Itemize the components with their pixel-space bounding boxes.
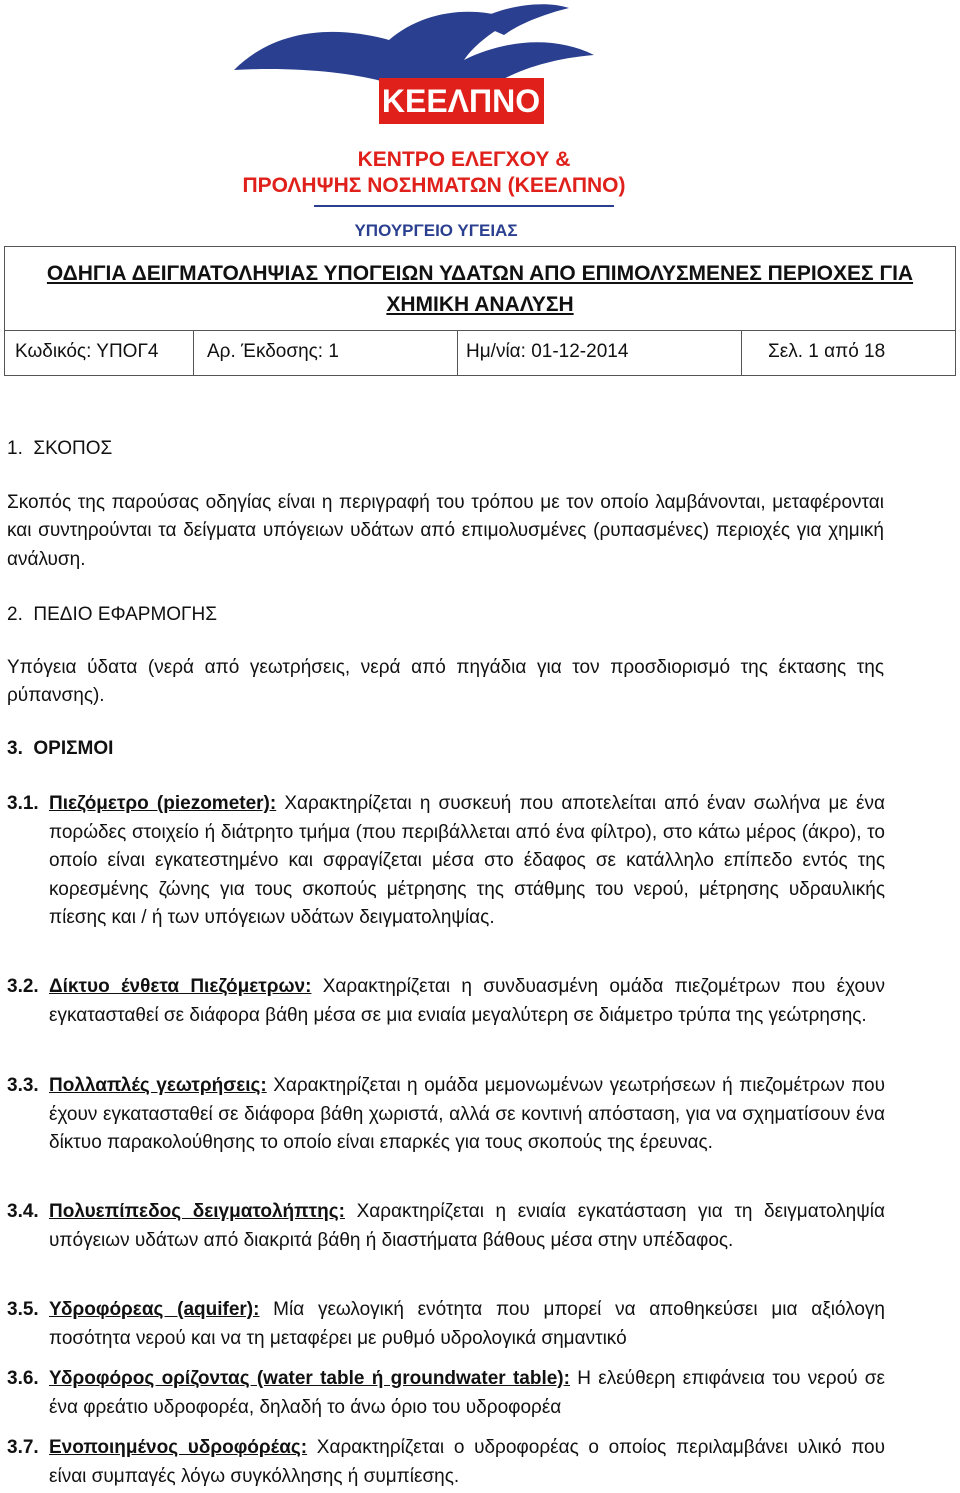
document-meta — [5, 331, 955, 375]
definition-term: Πολυεπίπεδος δειγματολήπτης: — [49, 1201, 345, 1222]
definition-number: 3.7. — [7, 1437, 39, 1458]
definition-text: Χαρακτηρίζεται η συσκευή που αποτελείται από έναν σωλήνα με ένα πορώδες στοιχείο ή διάτρητο τμήμα (που περιβάλλεται από ένα φίλτρο), στο κάτω μέρος (άκρο), το οποίο είναι εγκατεστημένο και σφραγίζεται μέσα στο έδαφος σε κατάλληλο επίπεδο εντός της κορεσμένης ζώνης για τους σκοπούς μέτρησης της στάθμης του νερού, μέτρησης υδραυλικής πίεσης και / ή των υπόγειων υδάτων δειγματοληψίας. — [49, 793, 886, 928]
definition-term: Ενοποιημένος υδροφόρέας: — [49, 1437, 308, 1458]
definition-text: Η ελεύθερη επιφάνεια του νερού σε ένα φρεάτιο υδροφορέα, δηλαδή το άνω όριο του υδροφορέα — [49, 1368, 886, 1418]
section-1-text: Σκοπός της παρούσας οδηγίας είναι η περιγραφή του τρόπου με τον οποίο λαμβάνονται, μεταφέρονται και συντηρούνται τα δείγματα υπόγειων υδάτων από επιμολυσμένες (ρυπασμένες) περιοχές για χημική ανάλυση. — [7, 492, 884, 570]
doc-page: Σελ. 1 από 18 — [768, 341, 886, 362]
section-2-text: Υπόγεια ύδατα (νερά από γεωτρήσεις, νερά από πηγάδια για τον προσδιορισμό της έκτασης της ρύπανσης). — [7, 657, 884, 707]
definition-number: 3.6. — [7, 1368, 39, 1389]
definition-number: 3.2. — [7, 976, 39, 997]
definition-item — [7, 1296, 885, 1353]
definition-item — [7, 1072, 885, 1158]
org-line-1: ΚΕΝΤΡΟ ΕΛΕΓΧΟΥ & — [357, 148, 571, 171]
definition-item — [7, 973, 885, 1030]
document-title — [5, 247, 955, 331]
definition-number: 3.3. — [7, 1075, 39, 1096]
meta-divider — [457, 331, 458, 375]
definition-number: 3.1. — [7, 793, 39, 814]
doc-version: Αρ. Έκδοσης: 1 — [207, 341, 339, 362]
definition-item — [7, 1434, 885, 1491]
definition-term: Πολλαπλές γεωτρήσεις: — [49, 1075, 267, 1096]
doc-code: Κωδικός: ΥΠΟΓ4 — [15, 341, 159, 362]
definition-text: Χαρακτηρίζεται ο υδροφορέας ο οποίος περιλαμβάνει υλικό που είναι συμπαγές λόγω συγκόλλησης ή συμπίεσης. — [49, 1437, 885, 1487]
section-2-heading: 2. ΠΕΔΙΟ ΕΦΑΡΜΟΓΗΣ — [7, 604, 217, 625]
definition-item — [7, 1365, 885, 1422]
definition-text: Μία γεωλογική ενότητα που μπορεί να αποθηκεύσει μια αξιόλογη ποσότητα νερού και να τη μεταφέρει με ρυθμό υδρολογικά σημαντικό — [49, 1299, 885, 1349]
definition-item — [7, 790, 885, 933]
definition-text: Χαρακτηρίζεται η ομάδα μεμονωμένων γεωτρήσεων ή πιεζομέτρων που έχουν εγκατασταθεί σε διάφορα βάθη χωριστά, αλλά σε κοντινή απόσταση, για να σχηματίσουν ένα δίκτυο παρακολούθησης το οποίο είναι επαρκές για τους σκοπούς της έρευνας. — [49, 1075, 885, 1153]
ministry-rule — [314, 205, 614, 207]
definition-term: Υδροφόρος ορίζοντας (water table ή groundwater table): — [49, 1368, 570, 1389]
section-1-heading: 1. ΣΚΟΠΟΣ — [7, 438, 113, 459]
definition-text: Χαρακτηρίζεται η ενιαία εγκατάσταση για τη δειγματοληψία υπόγειων υδάτων από διακριτά βάθη ή διαστήματα βάθους μέσα στην υπέδαφος. — [49, 1201, 885, 1251]
section-3-heading: 3. ΟΡΙΣΜΟΙ — [7, 738, 114, 759]
definition-text: Χαρακτηρίζεται η συνδυασμένη ομάδα πιεζομέτρων που έχουν εγκατασταθεί σε διάφορα βάθη μέσα σε μια ενιαία μεγαλύτερη σε διάμετρο τρύπα της γεώτρησης. — [49, 976, 885, 1026]
document-header — [4, 246, 956, 376]
org-line-2: ΠΡΟΛΗΨΗΣ ΝΟΣΗΜΑΤΩΝ (ΚΕΕΛΠΝΟ) — [242, 174, 626, 197]
ministry-name: ΥΠΟΥΡΓΕΙΟ ΥΓΕΙΑΣ — [354, 221, 518, 240]
definition-term: Πιεζόμετρο (piezometer): — [49, 793, 277, 814]
definition-item — [7, 1198, 885, 1255]
meta-divider — [741, 331, 742, 375]
title-line-2: ΧΗΜΙΚΗ ΑΝΑΛΥΣΗ — [386, 292, 574, 316]
title-line-1: ΟΔΗΓΙΑ ΔΕΙΓΜΑΤΟΛΗΨΙΑΣ ΥΠΟΓΕΙΩΝ ΥΔΑΤΩΝ ΑΠΟ ΕΠΙΜΟΛΥΣΜΕΝΕΣ ΠΕΡΙΟΧΕΣ ΓΙΑ — [46, 261, 914, 285]
keelpno-logo — [174, 0, 714, 240]
definition-number: 3.5. — [7, 1299, 39, 1320]
brand-name: ΚΕΕΛΠΝΟ — [381, 83, 541, 119]
doc-date: Ημ/νία: 01-12-2014 — [466, 341, 629, 362]
definition-term: Δίκτυο ένθετα Πιεζόμετρων: — [49, 976, 312, 997]
definition-number: 3.4. — [7, 1201, 39, 1222]
definition-term: Υδροφόρεας (aquifer): — [49, 1299, 260, 1320]
meta-divider — [193, 331, 194, 375]
